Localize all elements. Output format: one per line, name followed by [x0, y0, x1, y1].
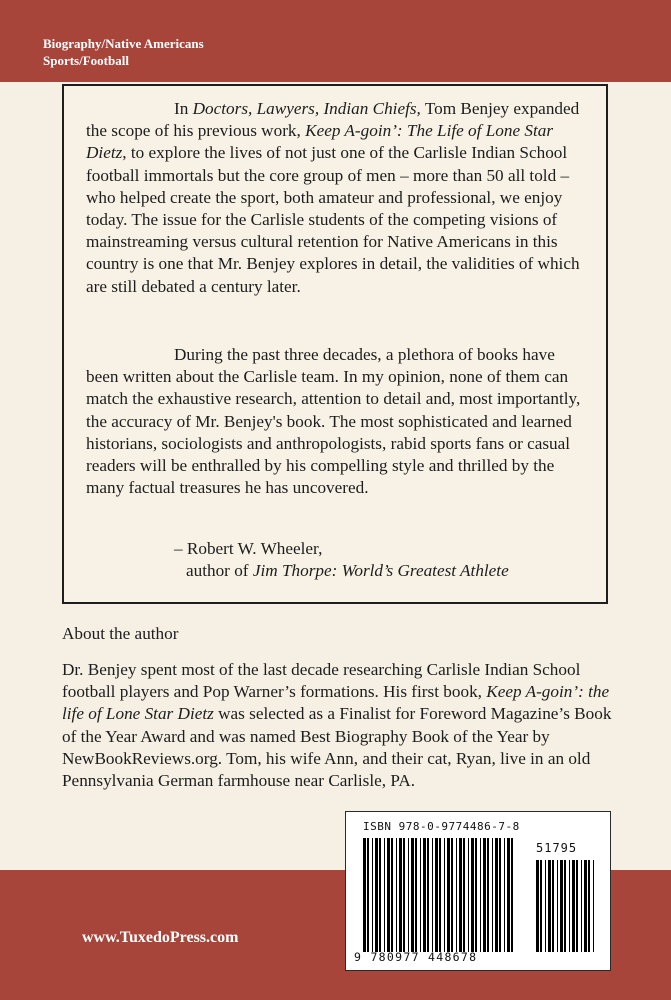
barcode-bar: [447, 838, 450, 952]
barcode-bar: [560, 860, 563, 952]
barcode-bar: [581, 860, 582, 952]
barcode-bar: [363, 838, 366, 952]
barcode-bar: [511, 838, 513, 952]
barcode-bar: [403, 838, 405, 952]
barcode-bar: [456, 838, 457, 952]
barcode-bar: [391, 838, 393, 952]
barcode-bar: [463, 838, 465, 952]
book-title: Keep A-goin’: the life of Lone Star Dietz: [62, 682, 610, 724]
review-attribution: [174, 538, 509, 582]
barcode-box: [345, 811, 611, 971]
barcode-bar: [372, 838, 373, 952]
barcode-bar: [387, 838, 390, 952]
barcode-bar: [499, 838, 501, 952]
barcode-bar: [411, 838, 414, 952]
isbn-text: ISBN 978-0-9774486-7-8: [363, 820, 520, 833]
barcode-bar: [557, 860, 558, 952]
book-title: Doctors, Lawyers, Indian Chiefs,: [192, 99, 421, 118]
barcode-bar: [468, 838, 469, 952]
barcode-bar: [576, 860, 578, 952]
book-title: Keep A-goin’: The Life of Lone Star Dietz: [86, 121, 554, 163]
barcode-bar: [495, 838, 498, 952]
barcode-bar: [572, 860, 575, 952]
reviewer-name: – Robert W. Wheeler,: [174, 539, 323, 558]
barcode-bar: [451, 838, 453, 952]
barcode-bar: [588, 860, 590, 952]
barcode-bar: [399, 838, 402, 952]
review-paragraph-2: During the past three decades, a plethora of books have been written about the Carlisle team. In my opinion, none of them can match the exhaustive research, attention to detail and, most importantly, the accuracy of Mr. Benjey's book. The most sophisticated and learned historians, sociologists and anthropologists, rabid sports fans or casual readers will be enthralled by his compelling style and thrilled by the many factual treasures he has uncovered.: [86, 345, 581, 498]
price-code: 51795: [536, 841, 578, 855]
barcode-bar: [439, 838, 441, 952]
barcode-bar: [552, 860, 554, 952]
book-title: Jim Thorpe: World’s Greatest Athlete: [252, 561, 509, 581]
barcode-bar: [548, 860, 551, 952]
barcode-bar: [475, 838, 477, 952]
barcode-bar: [435, 838, 438, 952]
barcode-bar: [423, 838, 426, 952]
review-box: [62, 84, 608, 604]
barcode-bar: [564, 860, 566, 952]
barcode-digits: 9 780977 448678: [354, 950, 478, 964]
category-label: Sports/Football: [43, 53, 129, 68]
barcode-bar: [569, 860, 570, 952]
barcode-bar: [415, 838, 417, 952]
barcode-bar: [584, 860, 587, 952]
barcode-bar: [420, 838, 421, 952]
barcode-bar: [471, 838, 474, 952]
publisher-website: www.TuxedoPress.com: [82, 929, 239, 946]
barcode-bar: [379, 838, 381, 952]
about-paragraph: Dr. Benjey spent most of the last decade researching Carlisle Indian School football players and Pop Warner’s formations. His first book, Keep A-goin’: the life of Lone Star Dietz was selected as a Finalist for Foreword Magazine’s Book of the Year Award and was named Best Biography Book of the Year by NewBookReviews.org. Tom, his wife Ann, and their cat, Ryan, live in an old Pennsylvania German farmhouse near Carlisle, PA.: [62, 660, 612, 791]
category-labels: [43, 35, 204, 69]
barcode-bar: [384, 838, 385, 952]
barcode-bar: [459, 838, 462, 952]
barcode-graphic: [346, 812, 612, 972]
barcode-bar: [507, 838, 510, 952]
barcode-bar: [540, 860, 542, 952]
barcode-bar: [487, 838, 489, 952]
barcode-bar: [427, 838, 429, 952]
barcode-bar: [444, 838, 445, 952]
barcode-bar: [504, 838, 505, 952]
barcode-bar: [483, 838, 486, 952]
barcode-bar: [367, 838, 369, 952]
about-heading: About the author: [62, 624, 179, 643]
barcode-bar: [492, 838, 493, 952]
review-paragraph-1: In Doctors, Lawyers, Indian Chiefs, Tom Benjey expanded the scope of his previous work, Keep A-goin’: The Life of Lone Star Dietz, to explore the lives of not just one of the Carlisle Indian School football immortals but the core group of men – more than 50 all told – who helped create the sport, both amateur and professional, we enjoy today. The issue for the Carlisle students of the competing visions of mainstreaming versus cultural retention for Native Americans in this country is one that Mr. Benjey explores in detail, the validities of which are still debated a century later.: [86, 99, 580, 296]
reviewer-credit: author of Jim Thorpe: World’s Greatest Athlete: [186, 561, 509, 581]
barcode-bar: [432, 838, 433, 952]
barcode-bar: [536, 860, 539, 952]
barcode-bar: [375, 838, 378, 952]
barcode-bar: [408, 838, 409, 952]
barcode-bar: [545, 860, 546, 952]
barcode-bar: [593, 860, 594, 952]
barcode-bar: [396, 838, 397, 952]
barcode-bar: [480, 838, 481, 952]
category-label: Biography/Native Americans: [43, 36, 204, 51]
